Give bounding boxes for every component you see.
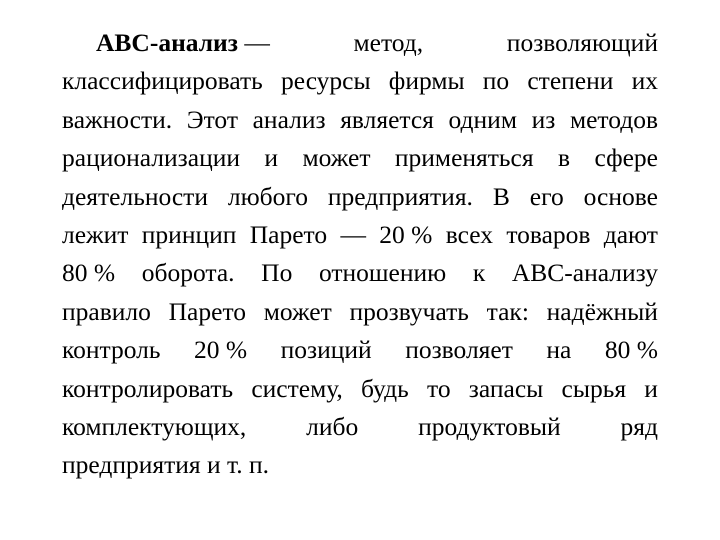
word: его	[529, 181, 564, 211]
word: АВС-анализу	[511, 258, 658, 288]
word: В	[492, 181, 510, 211]
paragraph-line-11	[62, 408, 658, 446]
word: прозвучать	[349, 296, 469, 326]
paragraph-line-7	[62, 254, 658, 292]
word: комплектующих,	[62, 411, 247, 441]
word: 20 %	[379, 219, 433, 249]
word: позволяет	[405, 335, 513, 365]
word: Парето	[249, 219, 328, 249]
word: надёжный	[546, 296, 658, 326]
word: позволяющий	[506, 28, 658, 57]
body-paragraph	[62, 24, 658, 485]
word: может	[302, 143, 371, 173]
last-line-text: предприятия и т. п.	[62, 450, 270, 480]
word: анализ	[252, 104, 326, 134]
paragraph-line-3	[62, 101, 658, 139]
paragraph-line-6	[62, 216, 658, 254]
word: Этот	[186, 104, 238, 134]
word: любого	[227, 181, 308, 211]
word: важности.	[62, 104, 173, 134]
word: из	[531, 104, 556, 134]
word: может	[263, 296, 332, 326]
word: Парето	[168, 296, 246, 326]
word: будь	[361, 373, 409, 403]
word: систему,	[251, 373, 343, 403]
word: контролировать	[62, 373, 234, 403]
word: фирмы	[388, 66, 465, 96]
word: их	[631, 66, 658, 96]
word: ряд	[620, 411, 658, 441]
word: то	[427, 373, 451, 403]
abc-analysis-term: АВС-анализ	[96, 28, 238, 57]
paragraph-line-8	[62, 293, 658, 331]
word: лежит	[62, 219, 129, 249]
paragraph-line-12	[62, 446, 658, 484]
word: дают	[603, 219, 658, 249]
word: всех	[445, 219, 493, 249]
word: методов	[569, 104, 658, 134]
word: основе	[583, 181, 658, 211]
word: к	[472, 258, 486, 288]
word: применяться	[394, 143, 534, 173]
word: сфере	[594, 143, 658, 173]
paragraph-line-9	[62, 331, 658, 369]
word: правило	[62, 296, 151, 326]
word: деятельности	[62, 181, 208, 211]
word: 20 %	[193, 335, 248, 365]
word: По	[261, 258, 293, 288]
word: в	[558, 143, 571, 173]
word: 80 %	[62, 258, 116, 288]
word: ресурсы	[280, 66, 371, 96]
paragraph-line-2	[62, 62, 658, 100]
word: контроль	[62, 335, 161, 365]
paragraph-line-1	[62, 24, 658, 62]
word: степени	[527, 66, 614, 96]
word: и	[264, 143, 279, 173]
word: рационализации	[62, 143, 241, 173]
word: предприятия.	[327, 181, 473, 211]
word: на	[546, 335, 572, 365]
word: и	[644, 373, 658, 403]
paragraph-line-4	[62, 139, 658, 177]
word: сырья	[561, 373, 627, 403]
word: так:	[486, 296, 529, 326]
word: либо	[306, 411, 359, 441]
word: запасы	[468, 373, 544, 403]
word: отношению	[318, 258, 447, 288]
word: продуктовый	[418, 411, 561, 441]
word: по	[482, 66, 510, 96]
word: оборота.	[141, 258, 235, 288]
word: одним	[448, 104, 517, 134]
word: классифицировать	[62, 66, 263, 96]
word: —	[244, 28, 270, 57]
word: позиций	[280, 335, 372, 365]
word: 80 %	[604, 335, 658, 365]
word: является	[340, 104, 434, 134]
word: —	[340, 219, 366, 249]
paragraph-line-10	[62, 370, 658, 408]
paragraph-line-5	[62, 178, 658, 216]
word: товаров	[506, 219, 591, 249]
word: принцип	[141, 219, 237, 249]
word: метод,	[353, 28, 424, 57]
